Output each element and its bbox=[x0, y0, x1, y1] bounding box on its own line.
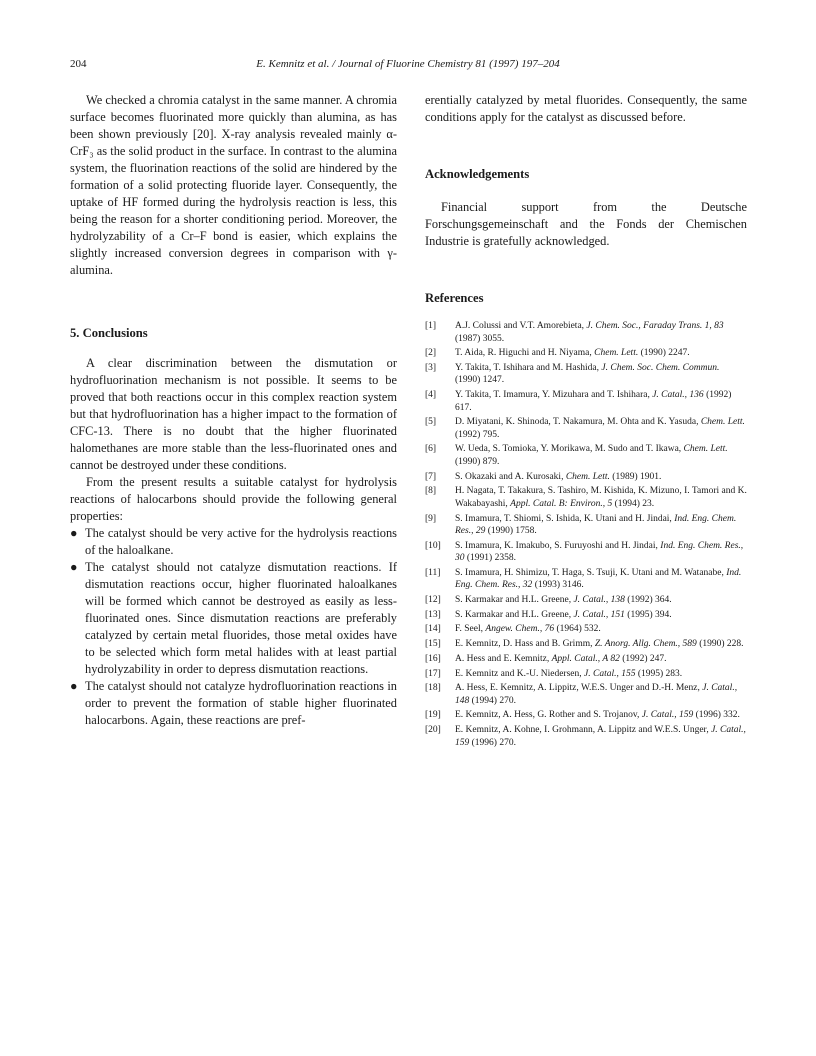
reference-item bbox=[425, 416, 747, 441]
reference-journal: Z. Anorg. Allg. Chem., 589 bbox=[594, 639, 697, 650]
reference-tail: (1990) 879. bbox=[455, 456, 500, 467]
reference-tail: (1987) 3055. bbox=[455, 333, 505, 344]
reference-item bbox=[425, 638, 747, 651]
section-heading-references: References bbox=[425, 291, 484, 305]
right-column bbox=[425, 92, 747, 751]
reference-authors: S. Imamura, K. Imakubo, S. Furuyoshi and H. Jindai, bbox=[455, 540, 661, 551]
reference-journal: Appl. Catal. B: Environ., 5 bbox=[510, 498, 613, 509]
reference-item bbox=[425, 443, 747, 468]
acknowledgements-text: Financial support from the Deutsche Forschungsgemeinschaft and the Fonds der Chemischen Industrie is gratefully acknowledged. bbox=[425, 200, 747, 248]
paragraph-chromia: We checked a chromia catalyst in the same manner. A chromia surface becomes fluorinated more quickly than alumina, as has been shown previously [20]. X-ray analysis revealed mainly α-CrF₃ as the solid product in the surface. In contrast to the alumina system, the fluorination reactions of the solid are hindered by the formation of a solid protecting fluoride layer. Consequently, the uptake of HF formed during the hydrolysis reaction is less, this being the reason for a shorter conditioning period. Moreover, the hydrolyzability of a Cr–F bond is easier, which explains the slightly increased conversion degrees in comparison with γ-alumina. bbox=[70, 93, 397, 277]
bullet-text: The catalyst should not catalyze dismutation reactions. If dismutation reactions occur, higher fluorinated haloalkanes will be formed which cannot be destroyed as easily as less-fluorinated ones. Since dismutation reactions are preferably catalyzed by certain metal fluorides, those metal oxides have to be selected which form metal halides with at least partial hydrolyzability in order to depress dismutation reactions. bbox=[85, 560, 397, 676]
reference-authors: E. Kemnitz, A. Hess, G. Rother and S. Trojanov, bbox=[455, 710, 642, 721]
reference-number: [13] bbox=[425, 609, 441, 620]
reference-item bbox=[425, 668, 747, 681]
left-column bbox=[70, 92, 397, 729]
reference-number: [6] bbox=[425, 444, 437, 455]
page-number: 204 bbox=[70, 58, 87, 70]
running-head: E. Kemnitz et al. / Journal of Fluorine Chemistry 81 (1997) 197–204 bbox=[256, 58, 560, 70]
reference-authors: S. Imamura, T. Shiomi, S. Ishida, K. Utani and H. Jindai, bbox=[455, 513, 675, 524]
reference-tail: (1993) 3146. bbox=[532, 580, 584, 591]
reference-list bbox=[425, 320, 747, 749]
reference-number: [10] bbox=[425, 540, 441, 551]
reference-item bbox=[425, 567, 747, 592]
reference-number: [2] bbox=[425, 348, 437, 359]
reference-journal: Chem. Lett. bbox=[700, 417, 745, 428]
reference-authors: F. Seel, bbox=[455, 624, 486, 635]
reference-journal: Chem. Lett. bbox=[565, 471, 610, 482]
reference-authors: Y. Takita, T. Ishihara and M. Hashida, bbox=[455, 362, 602, 373]
reference-authors: H. Nagata, T. Takakura, S. Tashiro, M. Kishida, K. Mizuno, I. Tamori and K. Wakabayashi, bbox=[455, 486, 747, 509]
reference-authors: T. Aida, R. Higuchi and H. Niyama, bbox=[455, 348, 595, 359]
reference-journal: J. Chem. Soc. Chem. Commun. bbox=[601, 362, 720, 373]
reference-authors: A. Hess, E. Kemnitz, A. Lippitz, W.E.S. Unger and D.-H. Menz, bbox=[455, 683, 703, 694]
reference-item bbox=[425, 724, 747, 749]
bullet-text: The catalyst should not catalyze hydrofluorination reactions in order to prevent the formation of stable higher fluorinated halocarbons. Again, these reactions are pref- bbox=[85, 679, 397, 727]
reference-authors: D. Miyatani, K. Shinoda, T. Nakamura, M. Ohta and K. Yasuda, bbox=[455, 417, 701, 428]
reference-item bbox=[425, 623, 747, 636]
reference-number: [8] bbox=[425, 486, 437, 497]
reference-authors: W. Ueda, S. Tomioka, Y. Morikawa, M. Sudo and T. Ikawa, bbox=[455, 444, 684, 455]
reference-tail: (1991) 2358. bbox=[464, 553, 516, 564]
reference-number: [14] bbox=[425, 624, 441, 635]
reference-tail: (1992) 247. bbox=[619, 653, 667, 664]
reference-journal: J. Catal., 159 bbox=[641, 710, 694, 721]
reference-number: [17] bbox=[425, 668, 441, 679]
reference-authors: S. Karmakar and H.L. Greene, bbox=[455, 595, 574, 606]
reference-authors: S. Okazaki and A. Kurosaki, bbox=[455, 471, 566, 482]
reference-item bbox=[425, 347, 747, 360]
reference-tail: (1990) 2247. bbox=[638, 348, 690, 359]
reference-authors: S. Imamura, H. Shimizu, T. Haga, S. Tsuji, K. Utani and M. Watanabe, bbox=[455, 567, 727, 578]
reference-item bbox=[425, 513, 747, 538]
reference-tail: (1992) 795. bbox=[455, 429, 500, 440]
reference-authors: E. Kemnitz, A. Kohne, I. Grohmann, A. Lippitz and W.E.S. Unger, bbox=[455, 725, 712, 736]
reference-tail: (1992) 617. bbox=[455, 390, 732, 413]
reference-number: [9] bbox=[425, 513, 437, 524]
paragraph-continued: erentially catalyzed by metal fluorides. Consequently, the same conditions apply for the catalyst as discussed before. bbox=[425, 93, 747, 124]
reference-authors: Y. Takita, T. Imamura, Y. Mizuhara and T. Ishihara, bbox=[455, 390, 653, 401]
reference-tail: (1995) 394. bbox=[624, 609, 672, 620]
reference-number: [16] bbox=[425, 653, 441, 664]
reference-number: [4] bbox=[425, 390, 437, 401]
paragraph-present-results: From the present results a suitable catalyst for hydrolysis reactions of halocarbons should provide the following general properties: bbox=[70, 475, 397, 523]
reference-journal: J. Catal., 155 bbox=[584, 668, 636, 679]
reference-number: [20] bbox=[425, 725, 441, 736]
reference-tail: (1990) 228. bbox=[696, 639, 744, 650]
reference-journal: J. Catal., 138 bbox=[573, 595, 625, 606]
reference-number: [5] bbox=[425, 417, 437, 428]
reference-journal: Ind. Eng. Chem. Res., 32 bbox=[455, 567, 742, 591]
reference-item bbox=[425, 609, 747, 622]
paragraph-discrimination: A clear discrimination between the dismutation or hydrofluorination mechanism is not possible. It seems to be proved that both reactions occur in this complex reaction system but that hydrofluorination has a higher impact to the formation of CFC-13. There is no doubt that the higher fluorinated halomethanes are more stable than the less-fluorinated ones and cannot be destroyed under these conditions. bbox=[70, 356, 397, 472]
bullet-icon: ● bbox=[70, 679, 78, 693]
bullet-icon: ● bbox=[70, 560, 78, 574]
list-item bbox=[70, 525, 397, 559]
reference-item bbox=[425, 485, 747, 510]
reference-journal: J. Catal., 159 bbox=[455, 725, 746, 748]
reference-item bbox=[425, 540, 747, 565]
reference-authors: E. Kemnitz, D. Hass and B. Grimm, bbox=[455, 639, 595, 650]
bullet-icon: ● bbox=[70, 526, 78, 540]
reference-journal: Ind. Eng. Chem. Res., 30 bbox=[455, 540, 744, 564]
reference-item bbox=[425, 389, 747, 414]
reference-journal: J. Catal., 151 bbox=[573, 609, 625, 620]
reference-journal: J. Chem. Soc., Faraday Trans. 1, 83 bbox=[586, 321, 724, 331]
reference-number: [18] bbox=[425, 683, 441, 694]
reference-tail: (1990) 1247. bbox=[455, 375, 505, 386]
conclusions-bullet-list bbox=[70, 525, 397, 729]
section-heading-acknowledgements: Acknowledgements bbox=[425, 167, 530, 181]
reference-journal: Chem. Lett. bbox=[594, 348, 639, 359]
reference-item bbox=[425, 471, 747, 484]
reference-journal: Appl. Catal., A 82 bbox=[551, 653, 620, 664]
reference-number: [1] bbox=[425, 321, 437, 331]
reference-item bbox=[425, 709, 747, 722]
reference-authors: A.J. Colussi and V.T. Amorebieta, bbox=[455, 321, 587, 331]
list-item bbox=[70, 678, 397, 729]
reference-tail: (1989) 1901. bbox=[609, 471, 662, 482]
reference-number: [12] bbox=[425, 595, 441, 606]
reference-tail: (1992) 364. bbox=[624, 595, 672, 606]
reference-number: [11] bbox=[425, 567, 441, 578]
list-item bbox=[70, 559, 397, 678]
section-heading-conclusions: 5. Conclusions bbox=[70, 326, 148, 340]
reference-number: [15] bbox=[425, 639, 441, 650]
reference-item bbox=[425, 653, 747, 666]
reference-authors: E. Kemnitz and K.-U. Niedersen, bbox=[455, 668, 585, 679]
reference-tail: (1994) 270. bbox=[469, 695, 516, 706]
reference-number: [7] bbox=[425, 471, 437, 482]
reference-item bbox=[425, 682, 747, 707]
reference-item bbox=[425, 594, 747, 607]
reference-tail: (1995) 283. bbox=[635, 668, 683, 679]
bullet-text: The catalyst should be very active for the hydrolysis reactions of the haloalkane. bbox=[85, 526, 397, 557]
reference-item bbox=[425, 320, 747, 345]
reference-journal: Ind. Eng. Chem. Res., 29 bbox=[455, 513, 737, 536]
reference-item bbox=[425, 362, 747, 387]
reference-tail: (1996) 332. bbox=[693, 710, 740, 721]
reference-journal: Chem. Lett. bbox=[683, 444, 728, 455]
reference-tail: (1964) 532. bbox=[554, 624, 601, 635]
reference-tail: (1990) 1758. bbox=[485, 526, 537, 536]
reference-number: [3] bbox=[425, 362, 437, 373]
reference-journal: J. Catal., 148 bbox=[455, 683, 738, 706]
reference-tail: (1996) 270. bbox=[469, 737, 516, 748]
reference-authors: A. Hess and E. Kemnitz, bbox=[455, 653, 552, 664]
reference-journal: Angew. Chem., 76 bbox=[485, 624, 555, 635]
reference-number: [19] bbox=[425, 710, 441, 721]
reference-tail: (1994) 23. bbox=[612, 498, 655, 509]
reference-journal: J. Catal., 136 bbox=[652, 390, 704, 401]
reference-authors: S. Karmakar and H.L. Greene, bbox=[455, 609, 574, 620]
